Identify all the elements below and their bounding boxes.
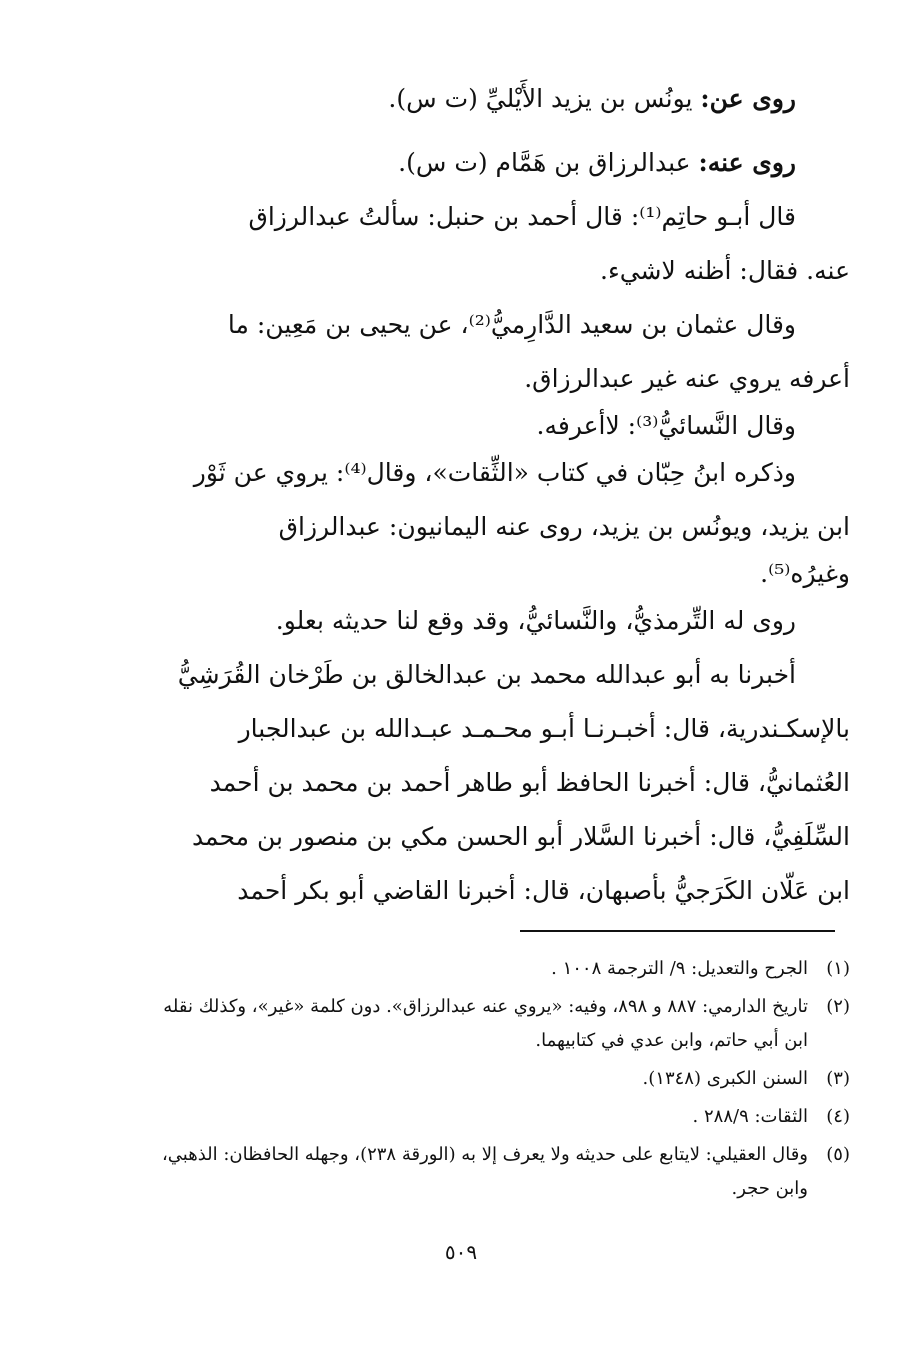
footnote-text: تاريخ الدارمي: ٨٨٧ و ٨٩٨، وفيه: «يروي عنه عبدالرزاق». دون كلمة «غير»، وكذلك نقله ابن أبي حاتم، وابن عدي في كتابيهما. [163,996,808,1051]
footnote-number: (٣) [826,1068,850,1089]
body-line: أخبرنا به أبو عبدالله محمد بن عبدالخالق بن طَرْخان القُرَشِيُّ [177,660,796,689]
footnote [138,952,850,986]
body-line: روى له التِّرمذيُّ، والنَّسائيُّ، وقد وقع لنا حديثه بعلو. [275,606,796,635]
footnote-text: وقال العقيلي: لايتابع على حديثه ولا يعرف إلا به (الورقة ٢٣٨)، وجهله الحافظان: الذهبي، وابن حجر. [161,1144,808,1199]
body-line: ابن يزيد، ويونُس بن يزيد، روى عنه اليمانيون: عبدالرزاق [278,512,850,541]
footnote-text: الثقات: ٢٨٨/٩ . [692,1106,808,1127]
footnotes-block [138,952,850,1210]
body-line: قال أبـو حاتِم⁽¹⁾: قال أحمد بن حنبل: سألتُ عبدالرزاق [248,202,796,231]
main-text-block [138,72,850,918]
footnote-text: السنن الكبرى (١٣٤٨). [642,1068,808,1089]
footnote-number: (٥) [826,1144,850,1165]
page-number: ٥٠٩ [444,1240,478,1264]
footnote [138,990,850,1058]
footnote [138,1138,850,1206]
narrators-from-line [138,72,850,126]
narrators-to-label: روى عنه: [698,148,796,177]
body-line: ابن عَلّان الكَرَجيُّ بأصبهان، قال: أخبرنا القاضي أبو بكر أحمد [237,876,850,905]
body-line: وقال النَّسائيُّ⁽³⁾: لاأعرفه. [536,411,796,440]
footnote-number: (٢) [826,996,850,1017]
body-line: وغيرُه⁽⁵⁾. [760,559,850,588]
narrators-to-line [138,136,850,190]
body-line: أعرفه يروي عنه غير عبدالرزاق. [524,364,850,393]
narrators-from-label: روى عن: [700,84,796,113]
footnote-number: (٤) [826,1106,850,1127]
body-line: عنه. فقال: أظنه لاشيء. [600,256,850,285]
footnote [138,1100,850,1134]
footnote-separator [520,930,835,932]
body-line: وذكره ابنُ حِبّان في كتاب «الثِّقات»، وقال⁽⁴⁾: يروي عن ثَوْر [193,458,796,487]
body-line: السِّلَفِيُّ، قال: أخبرنا السَّلار أبو الحسن مكي بن منصور بن محمد [191,822,850,851]
footnote [138,1062,850,1096]
body-line: وقال عثمان بن سعيد الدَّارِميُّ⁽²⁾، عن يحيى بن مَعِين: ما [227,310,796,339]
body-line: بالإسكـندرية، قال: أخبـرنـا أبـو محـمـد عبـدالله بن عبدالجبار [238,714,850,743]
narrators-from-text: يونُس بن يزيد الأَيْليِّ (ت س). [388,84,693,113]
narrators-to-text: عبدالرزاق بن هَمَّام (ت س). [398,148,691,177]
footnote-number: (١) [826,958,850,979]
body-line: العُثمانيُّ، قال: أخبرنا الحافظ أبو طاهر أحمد بن محمد بن أحمد [209,768,850,797]
footnote-text: الجرح والتعديل: ٩/ الترجمة ١٠٠٨ . [551,958,808,979]
